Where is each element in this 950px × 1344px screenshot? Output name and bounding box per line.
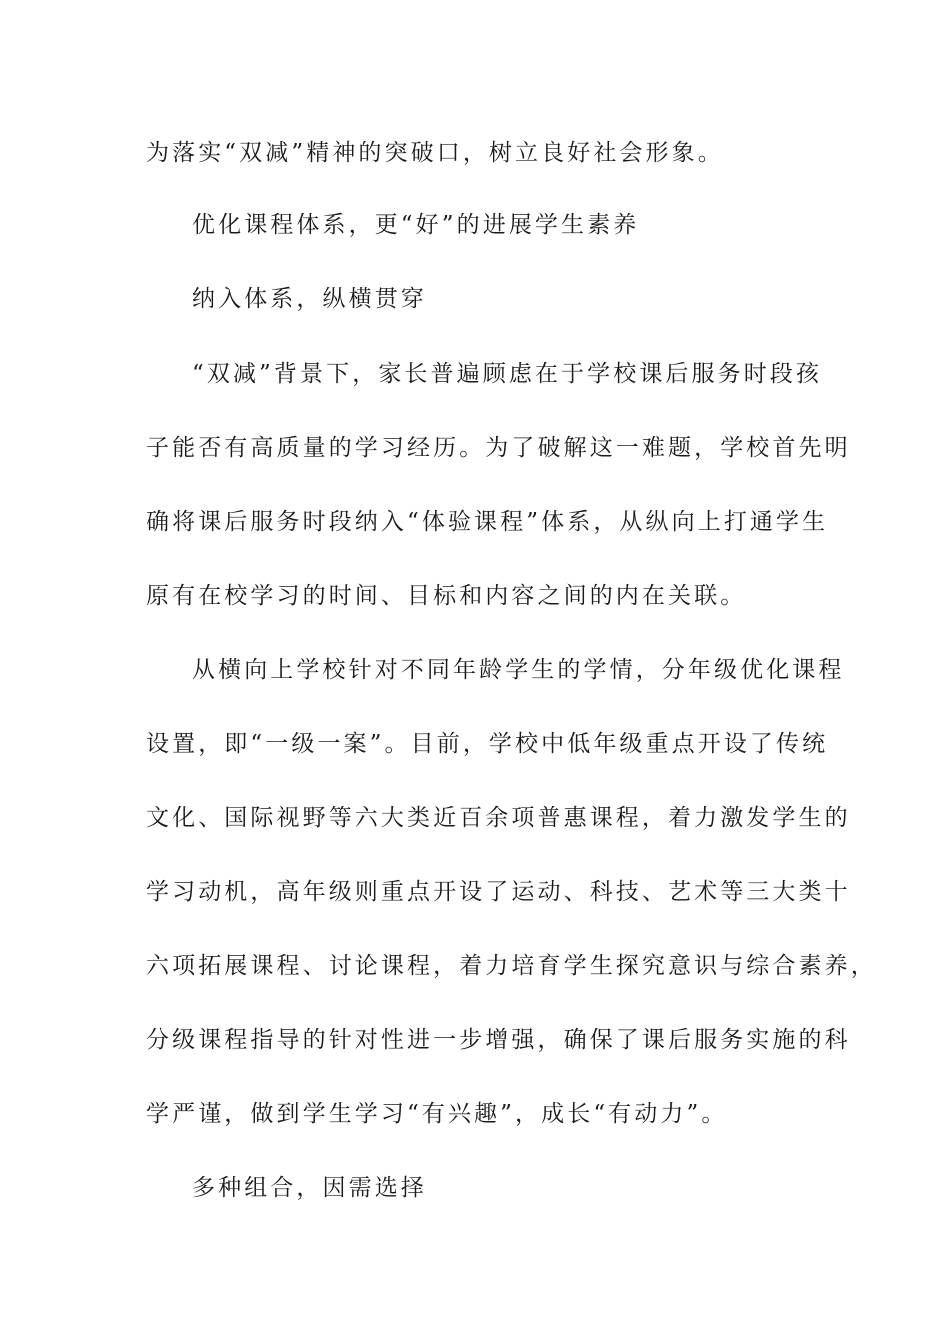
subsection-heading: 纳入体系，纵横贯穿 [192, 286, 427, 312]
text-line-4: “双减”背景下，家长普遍顾虑在于学校课后服务时段孩 [192, 361, 823, 387]
text-line-6: 确将课后服务时段纳入“体验课程”体系，从纵向上打通学生 [146, 509, 829, 535]
text-line-14: 学严谨，做到学生学习“有兴趣”，成长“有动力”。 [146, 1101, 728, 1127]
text-line-1: 为落实“双减”精神的突破口，树立良好社会形象。 [146, 140, 724, 166]
text-line-12: 六项拓展课程、讨论课程，着力培育学生探究意识与综合素养， [146, 953, 877, 979]
text-line-13: 分级课程指导的针对性进一步增强，确保了课后服务实施的科 [146, 1027, 851, 1053]
text-line-5: 子能否有高质量的学习经历。为了破解这一难题，学校首先明 [146, 435, 851, 461]
text-line-10: 文化、国际视野等六大类近百余项普惠课程，着力激发学生的 [146, 805, 851, 831]
subsection-heading-2: 多种组合，因需选择 [192, 1175, 427, 1201]
text-line-7: 原有在校学习的时间、目标和内容之间的内在关联。 [146, 583, 747, 609]
text-line-11: 学习动机，高年级则重点开设了运动、科技、艺术等三大类十 [146, 879, 851, 905]
text-line-9: 设置，即“一级一案”。目前，学校中低年级重点开设了传统 [146, 731, 829, 757]
text-line-8: 从横向上学校针对不同年龄学生的学情，分年级优化课程 [192, 657, 845, 683]
section-heading: 优化课程体系，更“好”的进展学生素养 [192, 212, 640, 238]
